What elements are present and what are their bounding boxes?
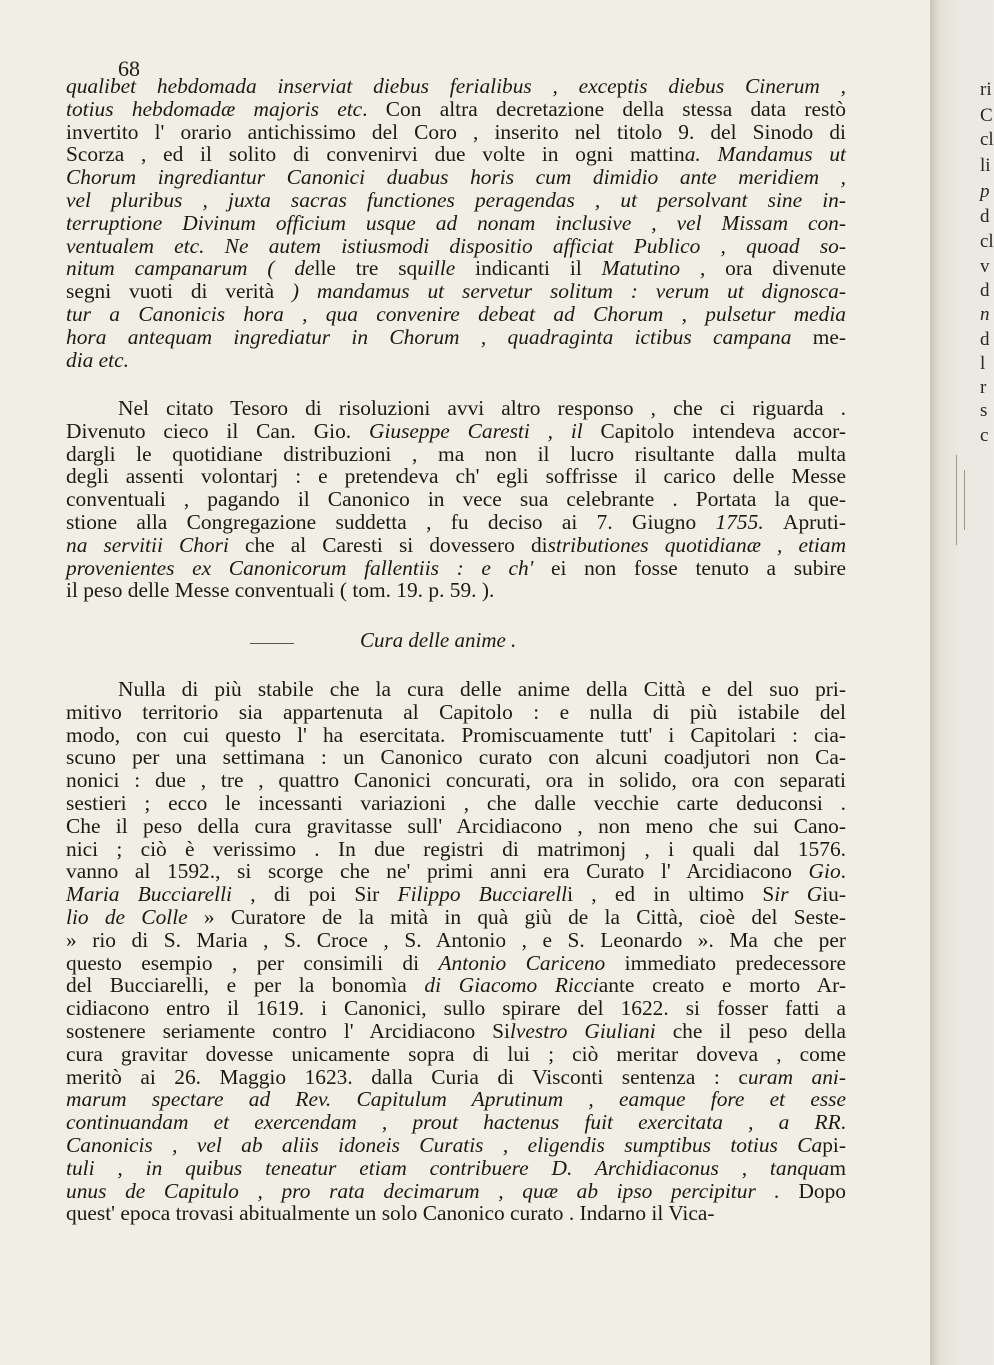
text-line: mitivo territorio sia appartenuta al Capitolo : e nulla di più istabile del [66, 699, 846, 724]
pencil-mark [956, 455, 957, 545]
text-line: Nulla di più stabile che la cura delle anime della Città e del suo pri- [118, 677, 846, 701]
section-heading-text: Cura delle anime . [360, 628, 517, 652]
text-line: il peso delle Messe conventuali ( tom. 19. p. 59. ). [66, 578, 495, 603]
facing-page-letter: cl [980, 129, 994, 150]
text-line: quest' epoca trovasi abitualmente un solo Canonico curato . Indarno il Vica- [66, 1201, 715, 1226]
text-line: Divenuto cieco il Can. Gio. Giuseppe Caresti , il Capitolo intendeva accor- [66, 418, 847, 443]
facing-page-letter: C [980, 105, 993, 126]
facing-page-letter: l [980, 353, 986, 374]
paragraph-lines [66, 678, 846, 1225]
facing-page-letter: p [980, 181, 990, 202]
text-line: degli assenti volontarj : e pretendeva ch' egli soffrisse il carico delle Messe [66, 464, 846, 489]
text-line: scuno per una settimana : un Canonico curato con alcuni coadjutori non Ca- [66, 745, 846, 770]
text-line: dia etc. [66, 347, 129, 372]
section-heading [250, 628, 730, 658]
facing-page-edge [930, 0, 994, 1365]
text-line: dargli le quotidiane distribuzioni , ma non il lucro risultante dalla multa [66, 441, 846, 466]
text-line: totius hebdomadæ majoris etc. Con altra decretazione della stessa data restò [66, 96, 846, 121]
text-line: Scorza , ed il solito di convenirvi due volte in ogni mattina. Mandamus ut [66, 142, 846, 167]
text-line: marum spectare ad Rev. Capitulum Aprutinum , eamque fore et esse [66, 1087, 846, 1112]
text-line: lio de Colle » Curatore de la mità in quà giù de la Città, cioè del Seste- [66, 904, 847, 929]
text-line: Chorum ingrediantur Canonici duabus horis cum dimidio ante meridiem , [66, 165, 846, 190]
text-line: nici ; ciò è verissimo . In due registri di matrimonj , i quali dal 1576. [66, 836, 846, 861]
facing-page-letter: s [980, 400, 988, 421]
text-line: sestieri ; ecco le incessanti variazioni , che dalle vecchie carte deduconsi . [66, 790, 846, 815]
page-number: 68 [118, 56, 140, 81]
heading-rule [250, 643, 294, 644]
facing-page-letter: d [980, 280, 990, 301]
text-line: tur a Canonicis hora , qua convenire debeat ad Chorum , pulsetur media [66, 301, 846, 326]
text-line: na servitii Chori che al Caresti si dovessero distributiones quotidianæ , etiam [66, 532, 847, 557]
text-line: del Bucciarelli, e per la bonomìa di Giacomo Ricciante creato e morto Ar- [66, 973, 847, 998]
facing-page-letter: d [980, 329, 990, 350]
text-line: » rio di S. Maria , S. Croce , S. Antonio , e S. Leonardo ». Ma che per [66, 927, 846, 952]
text-line: cura gravitar dovesse unicamente sopra di lui ; ciò meritar doveva , come [66, 1041, 846, 1066]
text-line: Che il peso della cura gravitasse sull' Arcidiacono , non meno che sui Cano- [66, 813, 846, 838]
text-line: qualibet hebdomada inserviat diebus ferialibus , exceptis diebus Cinerum , [66, 74, 846, 98]
text-line: vanno al 1592., si scorge che ne' primi anni era Curato l' Arcidiacono Gio. [66, 859, 847, 884]
text-line: sostenere seriamente contro l' Arcidiacono Silvestro Giuliani che il peso della [66, 1018, 846, 1043]
text-line: segni vuoti di verità ) mandamus ut servetur solitum : verum ut dignosca- [66, 279, 846, 304]
facing-page-letter: n [980, 304, 990, 325]
text-line: nonici : due , tre , quattro Canonici concurati, ora in solido, ora con separati [66, 768, 846, 793]
text-line: hora antequam ingrediatur in Chorum , quadraginta ictibus campana me- [66, 324, 846, 349]
text-line: Canonicis , vel ab aliis idoneis Curatis , eligendis sumptibus totius Capi- [66, 1132, 846, 1157]
text-line: Maria Bucciarelli , di poi Sir Filippo Bucciarelli , ed in ultimo Sir Giu- [66, 882, 846, 907]
text-line: ventualem etc. Ne autem istiusmodi dispositio afficiat Publico , quoad so- [66, 233, 846, 258]
text-line: terruptione Divinum officium usque ad nonam inclusive , vel Missam con- [66, 210, 846, 235]
facing-page-letter: li [980, 155, 991, 176]
text-line: invertito l' orario antichissimo del Coro , inserito nel titolo 9. del Sinodo di [66, 119, 846, 144]
paragraph-lines [66, 75, 846, 371]
text-line: Nel citato Tesoro di risoluzioni avvi altro responso , che ci riguarda . [118, 396, 846, 420]
text-line: meritò ai 26. Maggio 1623. dalla Curia di Visconti sentenza : curam ani- [66, 1064, 846, 1089]
text-line: cidiacono entro il 1619. i Canonici, sullo spirare del 1622. si fosser fatti a [66, 996, 846, 1021]
text-line: questo esempio , per consimili di Antonio Cariceno immediato predecessore [66, 950, 846, 975]
facing-page-letter: c [980, 425, 989, 446]
facing-page-letter: cl [980, 231, 994, 252]
text-line: tuli , in quibus teneatur etiam contribuere D. Archidiaconus , tanquam [66, 1155, 846, 1180]
facing-page-letter: ri [980, 79, 992, 100]
text-line: stione alla Congregazione suddetta , fu deciso ai 7. Giugno 1755. Apruti- [66, 509, 846, 534]
text-line: nitum campanarum ( delle tre squille indicanti il Matutino , ora divenute [66, 256, 847, 281]
text-line: modo, con cui questo l' ha esercitata. Promiscuamente tutt' i Capitolari : cia- [66, 722, 846, 747]
paragraph-chorus-decree [66, 75, 846, 371]
facing-page-letter: r [980, 377, 987, 398]
text-line: continuandam et exercendam , prout hactenus fuit exercitata , a RR. [66, 1110, 846, 1135]
paragraph-caresti [66, 397, 846, 602]
paragraph-cura-anime [66, 678, 846, 1225]
facing-page-letter: d [980, 206, 990, 227]
facing-page-letter: v [980, 256, 990, 277]
text-line: unus de Capitulo , pro rata decimarum , quæ ab ipso percipitur . Dopo [66, 1178, 846, 1203]
text-line: vel pluribus , juxta sacras functiones peragendas , ut persolvant sine in- [66, 187, 846, 212]
pencil-mark [964, 470, 965, 530]
paragraph-lines [66, 397, 846, 602]
text-line: provenientes ex Canonicorum fallentiis : e ch' ei non fosse tenuto a subire [66, 555, 846, 580]
text-line: conventuali , pagando il Canonico in vece sua celebrante . Portata la que- [66, 487, 846, 512]
